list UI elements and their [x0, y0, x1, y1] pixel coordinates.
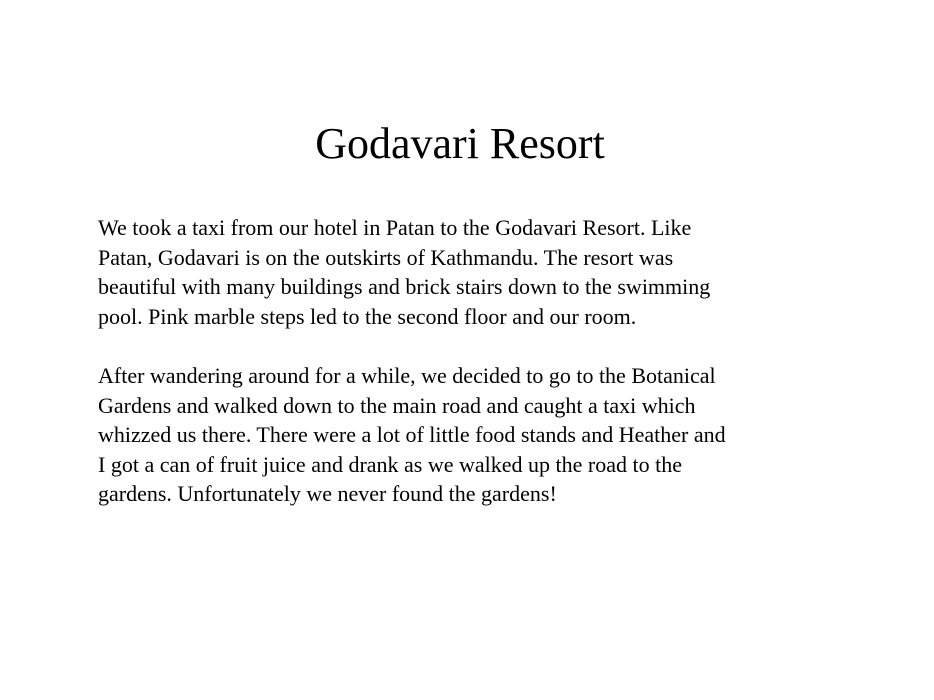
paragraph-2-line: I got a can of fruit juice and drank as we walked up the road to the: [98, 451, 683, 477]
paragraph-2-line: whizzed us there. There were a lot of little food stands and Heather and: [98, 422, 726, 447]
paragraph-2-line: gardens. Unfortunately we never found the gardens!: [98, 481, 557, 506]
paragraph-1: [98, 213, 838, 331]
paragraph-2: [98, 361, 838, 509]
paragraph-1-line: We took a taxi from our hotel in Patan to the Godavari Resort. Like: [98, 215, 692, 240]
paragraph-1-line: beautiful with many buildings and brick stairs down to the swimming: [98, 274, 711, 299]
paragraph-1-line: pool. Pink marble steps led to the second floor and our room.: [98, 303, 637, 329]
paragraph-2-line: Gardens and walked down to the main road and caught a taxi which: [98, 392, 696, 418]
paragraph-1-line: Patan, Godavari is on the outskirts of Kathmandu. The resort was: [98, 244, 674, 270]
page-title: Godavari Resort: [315, 119, 605, 168]
paragraph-2-line: After wandering around for a while, we decided to go to the Botanical: [98, 363, 716, 388]
